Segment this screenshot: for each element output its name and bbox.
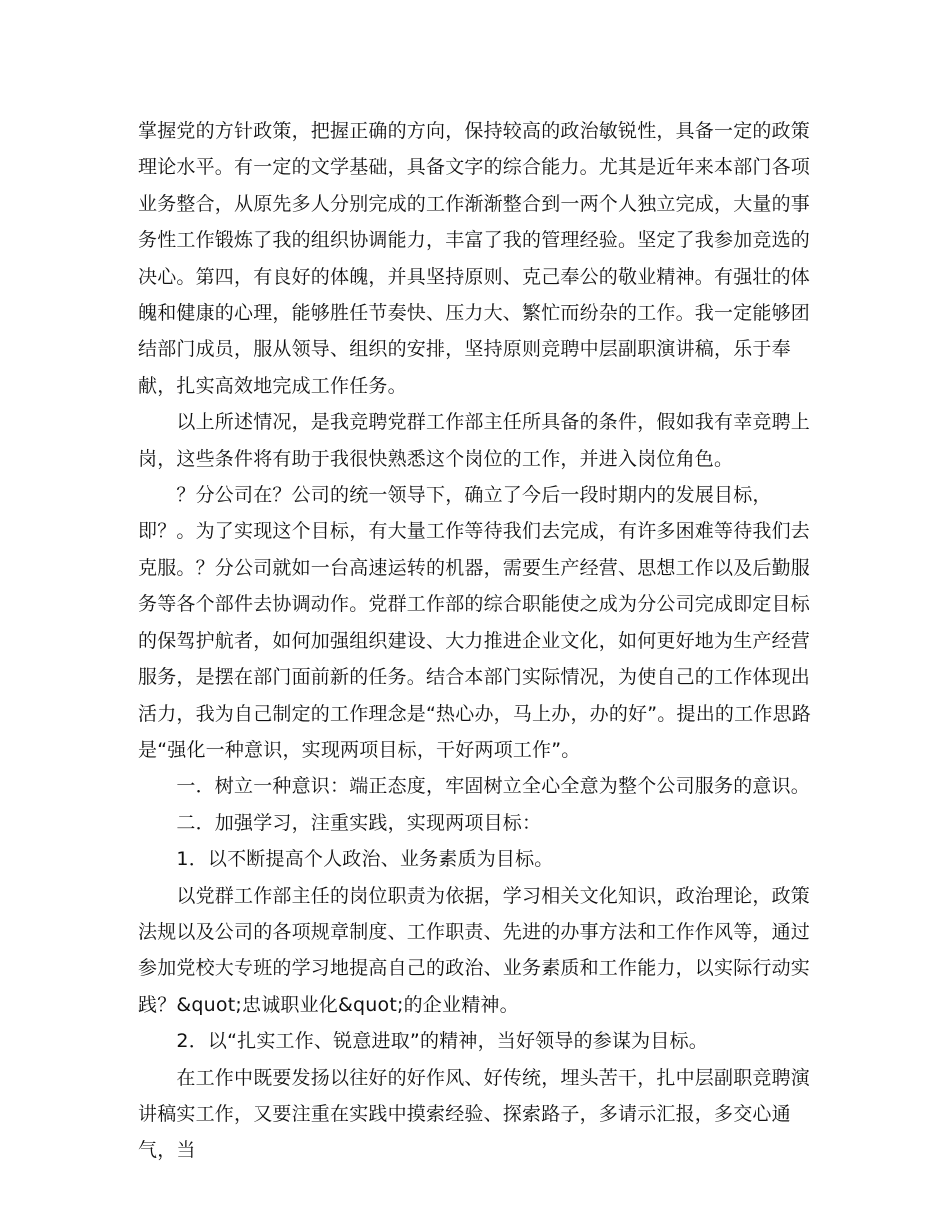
paragraph-item-two: 二．加强学习，注重实践，实现两项目标： (138, 811, 542, 834)
paragraph-work-approach: 在工作中既要发扬以往好的好作风、好传统，埋头苦干，扎中层副职竞聘演讲稿实工作，又要注重在实践中摸索经验、探索路子，多请示汇报，多交心通气，当 (138, 1066, 811, 1162)
paragraph-qualifications: 掌握党的方针政策，把握正确的方向，保持较高的政治敏锐性，具备一定的政策理论水平。有一定的文学基础，具备文字的综合能力。尤其是近年来本部门各项业务整合，从原先多人分别完成的工作渐渐整合到一两个人独立完成，大量的事务性工作锻炼了我的组织协调能力，丰富了我的管理经验。坚定了我参加竞选的决心。第四，有良好的体魄，并具坚持原则、克己奉公的敬业精神。有强壮的体魄和健康的心理，能够胜任节奏快、压力大、繁忙而纷杂的工作。我一定能够团结部门成员，服从领导、组织的安排，坚持原则竞聘中层副职演讲稿，乐于奉献，扎实高效地完成工作任务。 (138, 120, 811, 397)
paragraph-study-plan: 以党群工作部主任的岗位职责为依据，学习相关文化知识，政治理论，政策法规以及公司的各项规章制度、工作职责、先进的办事方法和工作作风等，通过参加党校大专班的学习地提高自己的政治、业务素质和工作能力，以实际行动实践？&quot;忠诚职业化&quot;的企业精神。 (138, 884, 811, 1016)
paragraph-subitem-one: 1．以不断提高个人政治、业务素质为目标。 (138, 848, 554, 871)
document-body (138, 113, 828, 1169)
paragraph-subitem-two: 2．以“扎实工作、锐意进取”的精神，当好领导的参谋为目标。 (138, 1030, 708, 1053)
paragraph-item-one: 一．树立一种意识：端正态度，牢固树立全心全意为整个公司服务的意识。 (138, 775, 811, 798)
paragraph-summary: 以上所述情况，是我竞聘党群工作部主任所具备的条件，假如我有幸竞聘上岗，这些条件将有助于我很快熟悉这个岗位的工作，并进入岗位角色。 (138, 411, 811, 470)
paragraph-goals: ？分公司在？公司的统一领导下，确立了今后一段时期内的发展目标，即？。为了实现这个目标，有大量工作等待我们去完成，有许多困难等待我们去克服。？分公司就如一台高速运转的机器，需要生产经营、思想工作以及后勤服务等各个部件去协调动作。党群工作部的综合职能使之成为分公司完成即定目标的保驾护航者，如何加强组织建设、大力推进企业文化，如何更好地为生产经营服务，是摆在部门面前新的任务。结合本部门实际情况，为使自己的工作体现出活力，我为自己制定的工作理念是“热心办，马上办，办的好”。提出的工作思路是“强化一种意识，实现两项目标，干好两项工作”。 (138, 484, 811, 761)
